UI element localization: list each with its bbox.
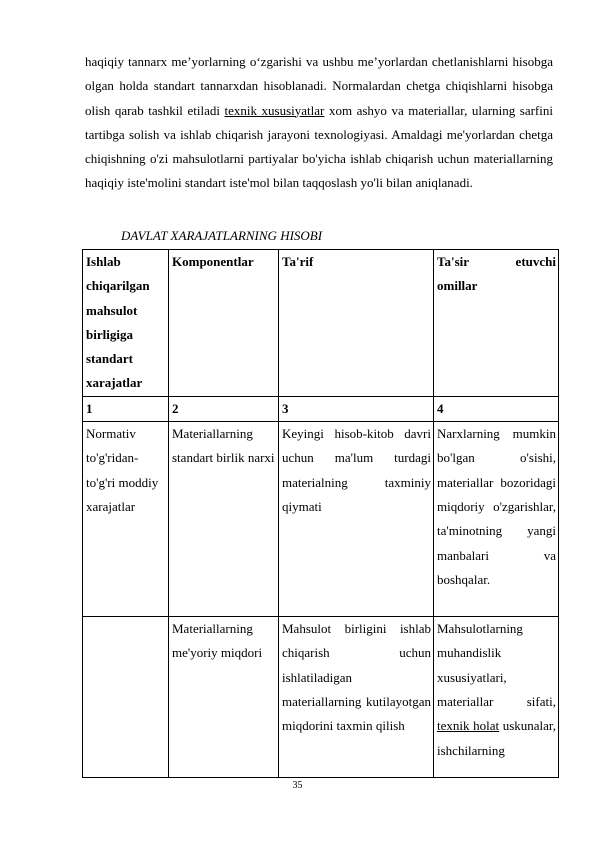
table-row [83,617,559,778]
body-paragraph [85,50,553,196]
header-definition: Ta'rif [279,250,434,397]
column-number: 4 [434,396,559,421]
paragraph-text-end: xom ashyo va materiallar, ularning sarfini tartibga solish va ishlab chiqarish jarayoni texnologiyasi. Amaldagi me'yorlardan chetga chiqishning o'zi mahsulotlarni partiyalar bo'yicha ishlab chiqarish uchun materiallarning haqiqiy iste'molini standart iste'mol bilan taqqoslash yo'li bilan aniqlanadi. [85,102,553,191]
header-standard-costs: Ishlab chiqarilgan mahsulot birligiga standart xarajatlar [83,250,169,397]
table-row [83,422,559,617]
table-cell: Mahsulotlarning muhandislik xususiyatlari, materiallar sifati, texnik holat uskunalar, ishchilarning [434,617,559,778]
header-influencing-factors: Ta'sir etuvchi omillar [434,250,559,397]
page-number: 35 [292,780,303,791]
table-cell: Narxlarning mumkin bo'lgan o'sishi, materiallar bozoridagi miqdoriy o'zgarishlar, ta'minotning yangi manbalari va boshqalar. [434,422,559,617]
column-number: 2 [169,396,279,421]
table-cell: Materiallarning me'yoriy miqdori [169,617,279,778]
table-cell [83,617,169,778]
table-cell: Keyingi hisob-kitob davri uchun ma'lum turdagi materialning taxminiy qiymati [279,422,434,617]
column-number: 1 [83,396,169,421]
header-components: Komponentlar [169,250,279,397]
table-cell: Normativ to'g'ridan-to'g'ri moddiy xarajatlar [83,422,169,617]
table-number-row [83,396,559,421]
cost-table [82,249,559,778]
table-caption: DAVLAT XARAJATLARNING HISOBI [121,228,323,243]
column-number: 3 [279,396,434,421]
table-cell: Materiallarning standart birlik narxi [169,422,279,617]
technical-features-link[interactable]: texnik xususiyatlar [224,102,325,118]
technical-condition-link[interactable]: texnik holat [437,718,500,734]
table-header-row [83,250,559,397]
paragraph-text-start: haqiqiy tannarx me’yorlarning o‘zgarishi va ushbu me’yorlardan chetlanishlarni hisobga olgan holda standart tannarxdan hisoblanadi. Normalardan chetga chiqishlarni hisobga olish qarab tashkil etiladi [85,54,553,118]
table-cell: Mahsulot birligini ishlab chiqarish uchun ishlatiladigan materiallarning kutilayotgan miqdorini taxmin qilish [279,617,434,778]
